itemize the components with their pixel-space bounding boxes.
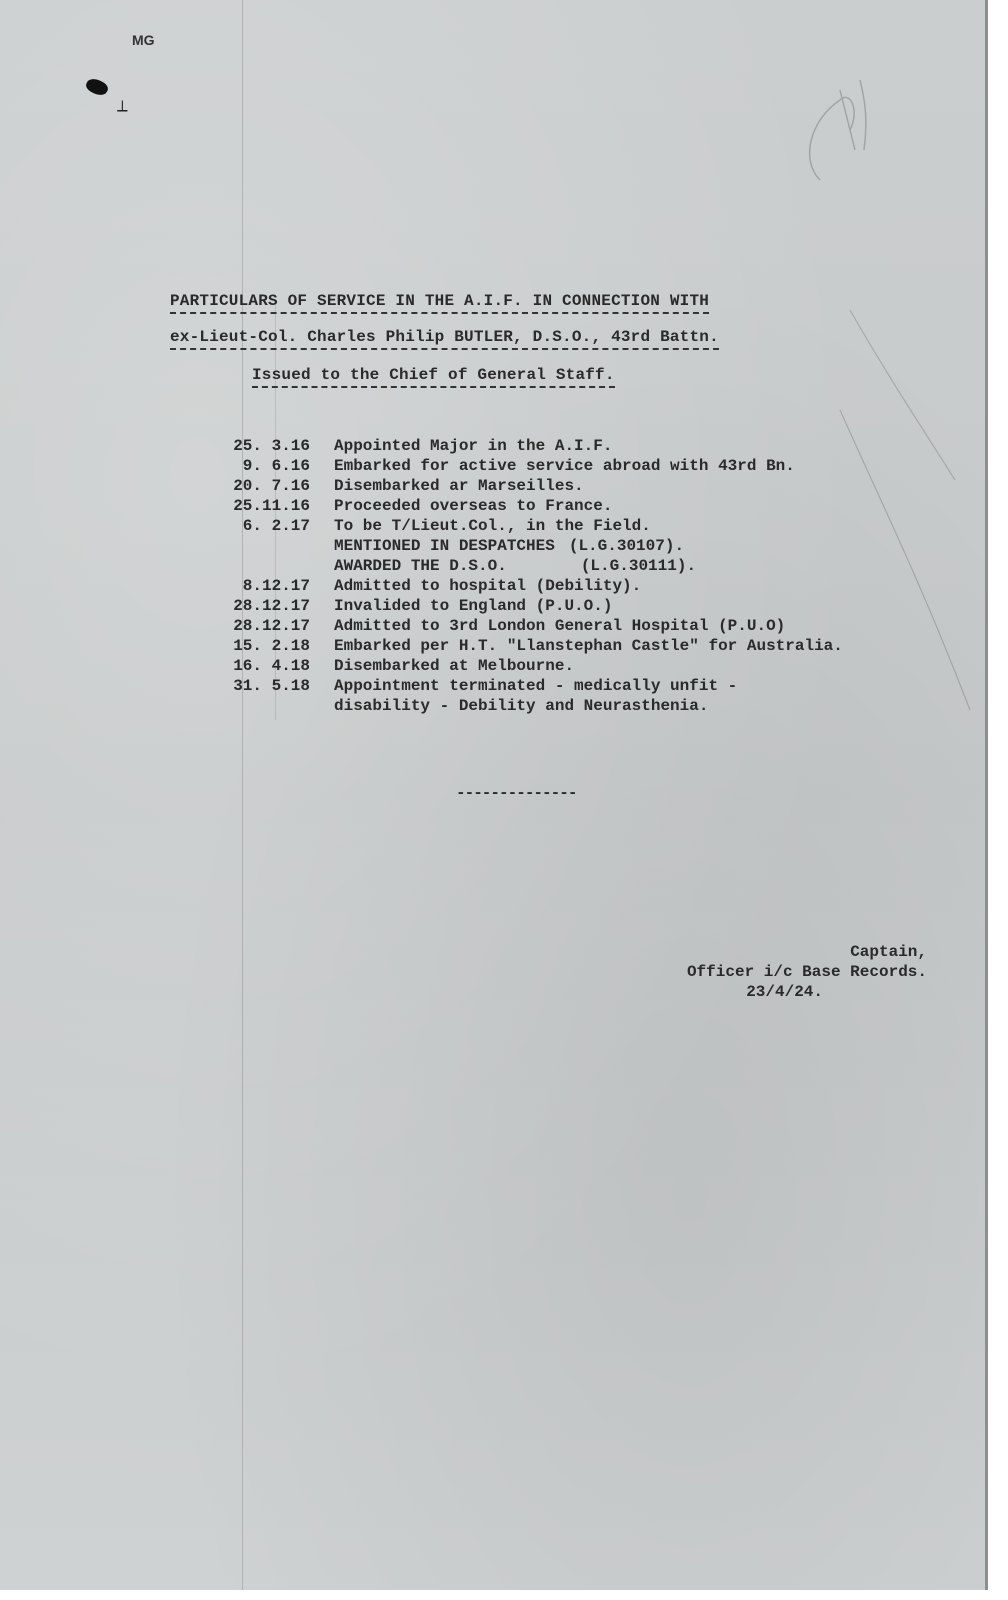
fold-line bbox=[242, 0, 243, 1590]
tick-mark: ⟂ bbox=[117, 98, 128, 115]
record-row bbox=[210, 676, 843, 696]
record-date bbox=[210, 556, 334, 576]
record-row bbox=[210, 536, 843, 556]
record-date: 16. 4.18 bbox=[233, 657, 310, 675]
signature-date: 23/4/24. bbox=[746, 983, 823, 1001]
record-date: 25. 3.16 bbox=[233, 437, 310, 455]
punch-hole bbox=[84, 76, 110, 98]
record-text: To be T/Lieut.Col., in the Field. bbox=[334, 517, 651, 535]
signature-title: Officer i/c Base Records. bbox=[686, 963, 927, 981]
record-row bbox=[210, 456, 843, 476]
record-date bbox=[210, 536, 334, 556]
record-text: Invalided to England (P.U.O.) bbox=[334, 597, 613, 615]
record-date: 28.12.17 bbox=[233, 617, 310, 635]
document-subject: ex-Lieut-Col. Charles Philip BUTLER, D.S.O., 43rd Battn. bbox=[170, 328, 719, 350]
record-date: 8.12.17 bbox=[242, 577, 310, 595]
record-date: 20. 7.16 bbox=[233, 477, 310, 495]
document-heading: PARTICULARS OF SERVICE IN THE A.I.F. IN CONNECTION WITH bbox=[170, 292, 709, 314]
record-text: Admitted to 3rd London General Hospital (P.U.O) bbox=[334, 617, 786, 635]
record-date: 28.12.17 bbox=[233, 597, 310, 615]
signature-block bbox=[687, 942, 927, 1002]
record-row bbox=[210, 596, 843, 616]
record-text: Disembarked ar Marseilles. bbox=[334, 477, 584, 495]
gazette-reference: (L.G.30107). bbox=[568, 537, 685, 555]
record-text: Embarked per H.T. "Llanstephan Castle" for Australia. bbox=[334, 637, 843, 655]
record-date bbox=[210, 696, 334, 716]
section-divider: -------------- bbox=[456, 784, 577, 802]
record-date: 9. 6.16 bbox=[242, 457, 310, 475]
signature-rank: Captain, bbox=[850, 943, 927, 961]
gazette-reference: (L.G.30111). bbox=[580, 557, 697, 575]
record-text: AWARDED THE D.S.O. bbox=[334, 557, 507, 575]
record-row bbox=[210, 656, 843, 676]
record-text: disability - Debility and Neurasthenia. bbox=[334, 697, 709, 715]
record-text: Appointed Major in the A.I.F. bbox=[334, 437, 613, 455]
record-row bbox=[210, 576, 843, 596]
record-row bbox=[210, 616, 843, 636]
record-text: Proceeded overseas to France. bbox=[334, 497, 613, 515]
record-row bbox=[210, 516, 843, 536]
record-row bbox=[210, 436, 843, 456]
record-text: Appointment terminated - medically unfit - bbox=[334, 677, 738, 695]
corner-mark: MG bbox=[132, 32, 155, 48]
record-row bbox=[210, 636, 843, 656]
record-date: 15. 2.18 bbox=[233, 637, 310, 655]
record-row bbox=[210, 696, 843, 716]
record-text: Admitted to hospital (Debility). bbox=[334, 577, 642, 595]
record-text: Disembarked at Melbourne. bbox=[334, 657, 575, 675]
record-row bbox=[210, 496, 843, 516]
record-row bbox=[210, 556, 843, 576]
record-date: 25.11.16 bbox=[233, 497, 310, 515]
document-recipient: Issued to the Chief of General Staff. bbox=[252, 366, 615, 388]
record-row bbox=[210, 476, 843, 496]
record-date: 31. 5.18 bbox=[233, 677, 310, 695]
record-text: Embarked for active service abroad with 43rd Bn. bbox=[334, 457, 795, 475]
record-text: MENTIONED IN DESPATCHES bbox=[334, 537, 555, 555]
record-date: 6. 2.17 bbox=[242, 517, 310, 535]
service-record-list bbox=[210, 436, 843, 716]
